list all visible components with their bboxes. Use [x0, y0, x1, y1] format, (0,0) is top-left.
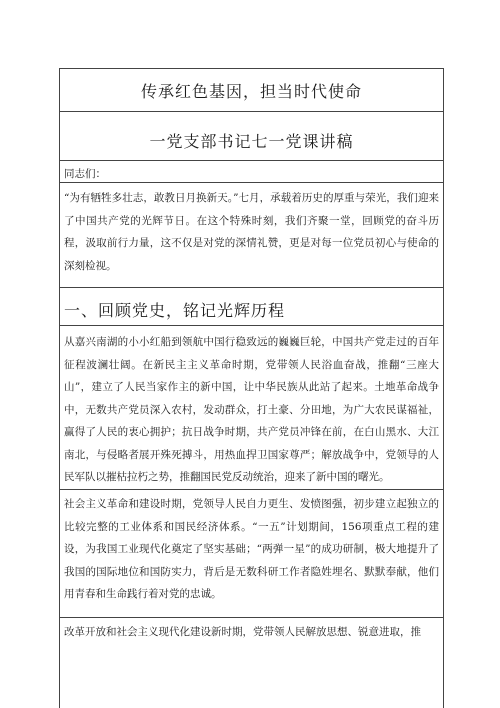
salutation: 同志们：: [64, 168, 106, 180]
table-rule-intro: [59, 287, 444, 288]
table-rule-p2: [59, 617, 444, 618]
table-rule-top: [59, 68, 444, 69]
table-rule-p1: [59, 489, 444, 490]
section-paragraph-1: 从嘉兴南湖的小小红船到领航中国行稳致远的巍巍巨轮，中国共产党走过的百年征程波澜壮阔。在新民主主义革命时期，党带领人民浴血奋战，推翻“三座大山”，建立了人民当家作主的新中国，让中华民族从此站了起来。土地革命战争中，无数共产党员深入农村，发动群众，打土豪、分田地，为广大农民谋福祉，赢得了人民的衷心拥护；抗日战争时期，共产党员冲锋在前，在白山黑水、大江南北，与侵略者展开殊死搏斗，用热血捍卫国家尊严；解放战争中，党领导的人民军队以摧枯拉朽之势，推翻国民党反动统治，迎来了新中国的曙光。: [64, 336, 439, 483]
table-rule-salutation: [59, 182, 444, 183]
document-subtitle: 一党支部书记七一党课讲稿: [149, 132, 354, 151]
section-heading: 一、回顾党史，铭记光辉历程: [64, 301, 286, 320]
section-paragraph-2: 社会主义革命和建设时期，党领导人民自力更生、发愤图强，初步建立起独立的比较完整的工业体系和国民经济体系。“一五”计划期间，156项重点工程的建设，为我国工业现代化奠定了坚实基础；“两弹一星”的成功研制，极大地提升了我国的国际地位和国防实力，背后是无数科研工作者隐姓埋名、默默奉献，他们用青春和生命践行着对党的忠诚。: [64, 498, 439, 600]
section-paragraph-3: 改革开放和社会主义现代化建设新时期，党带领人民解放思想、锐意进取，推: [64, 626, 421, 638]
intro-paragraph: “为有牺牲多壮志，敢教日月换新天。”七月，承载着历史的厚重与荣光，我们迎来了中国共产党的光辉节日。在这个特殊时刻，我们齐聚一堂，回顾党的奋斗历程，汲取前行力量，这不仅是对党的深情礼赞，更是对每一位党员初心与使命的深刻检视。: [64, 192, 439, 272]
table-rule-heading: [59, 325, 444, 326]
document-title: 传承红色基因，担当时代使命: [140, 82, 362, 101]
table-rule-subtitle: [59, 160, 444, 161]
table-rule-title: [59, 111, 444, 112]
